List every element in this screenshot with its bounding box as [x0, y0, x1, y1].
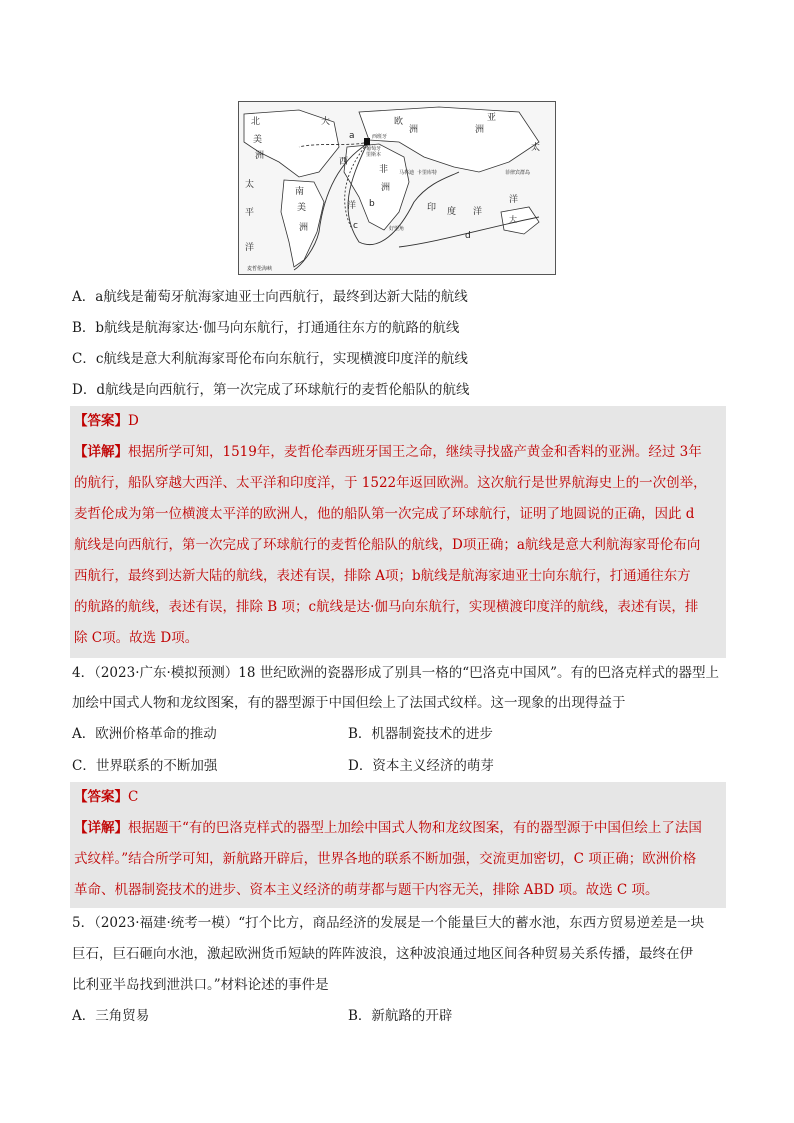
map-label-malindi: 马林迪	[399, 170, 415, 176]
map-label-africa: 非	[379, 165, 389, 175]
q3-detail-line-5: 西航行，最终到达新大陆的航线，表述有误，排除 A项；b航线是航海家迪亚士向东航行，打通通往东方	[74, 568, 691, 584]
map-label-spain: 西班牙	[372, 134, 388, 140]
map-label-america-2: 美	[297, 203, 307, 213]
q5-option-b: B．新航路的开辟	[348, 1008, 453, 1024]
q4-option-d: D．资本主义经济的萌芽	[348, 758, 494, 774]
map-label-asia: 亚	[487, 113, 497, 123]
q4-option-c: C．世界联系的不断加强	[72, 758, 218, 774]
q4-detail-tag: 【详解】	[74, 820, 128, 836]
q4-answer-value: C	[128, 789, 139, 805]
q3-detail-line-4: 航线是向西航行，第一次完成了环球航行的麦哲伦船队的航线，D项正确；a航线是意大利航海家哥伦布向	[74, 537, 701, 553]
q4-answer-tag: 【答案】	[74, 789, 128, 805]
map-label-north: 北	[251, 117, 261, 127]
route-label-b: b	[369, 199, 375, 209]
q4-stem-line-1: 4．（2023·广东·模拟预测）18 世纪欧洲的瓷器形成了别具一格的“巴洛克中国风”。有的巴洛克样式的器型上	[72, 665, 720, 681]
map-label-lisbon: 里斯本	[366, 152, 382, 158]
map-label-america: 美	[253, 135, 263, 145]
map-label-zhou-4: 洲	[299, 223, 309, 233]
q5-stem-line-2: 巨石，巨石砸向水池，激起欧洲货币短缺的阵阵波浪，这种波浪通过地区间各种贸易关系传播，最终在伊	[72, 946, 693, 962]
route-label-c: c	[353, 221, 358, 231]
q4-detail-line-3: 革命、机器制瓷技术的进步、资本主义经济的萌芽都与题干内容无关，排除 ABD 项。故选 C 项。	[74, 882, 659, 898]
map-label-tai-1: 太	[245, 180, 255, 190]
q3-detail-text-1: 根据所学可知，1519年，麦哲伦奉西班牙国王之命，继续寻找盛产黄金和香料的亚洲。经过 3年	[128, 444, 702, 460]
q3-detail-line-6: 的航路的航线，表述有误，排除 B 项；c航线是达·伽马向东航行，实现横渡印度洋的航线，表述有误，排	[74, 599, 699, 615]
q4-option-a: A．欧洲价格革命的推动	[72, 726, 217, 742]
q3-option-d: D．d航线是向西航行，第一次完成了环球航行的麦哲伦船队的航线	[72, 382, 470, 398]
map-label-da: 大	[509, 215, 517, 224]
map-label-tai-2: 太	[531, 143, 541, 153]
q4-detail-text-1: 根据题干“有的巴洛克样式的器型上加绘中国式人物和龙纹图案，有的器型源于中国但绘上了法国	[128, 820, 702, 836]
map-label-europe: 欧	[394, 117, 404, 127]
map-label-zhou-2: 洲	[409, 125, 419, 135]
q3-option-c: C．c航线是意大利航海家哥伦布向东航行，实现横渡印度洋的航线	[72, 351, 468, 367]
q3-detail-line-7: 除 C项。故选 D项。	[74, 630, 199, 646]
q4-detail-line-1	[74, 818, 702, 838]
q3-detail-tag: 【详解】	[74, 444, 128, 460]
q5-stem-line-3: 比利亚半岛找到泄洪口。”材料论述的事件是	[72, 977, 329, 993]
q5-stem-line-1: 5．（2023·福建·统考一模）“打个比方，商品经济的发展是一个能量巨大的蓄水池，东西方贸易逆差是一块	[72, 915, 705, 931]
map-label-du: 度	[447, 207, 457, 217]
q3-answer-value: D	[128, 413, 139, 429]
map-label-west: 西	[339, 157, 349, 167]
q3-option-a: A．a航线是葡萄牙航海家迪亚士向西航行，最终到达新大陆的航线	[72, 289, 468, 305]
map-label-ping-1: 平	[245, 208, 255, 218]
q4-detail-line-2: 式纹样。”结合所学可知，新航路开辟后，世界各地的联系不断加强，交流更加密切，C 项正确；欧洲价格	[74, 851, 697, 867]
q4-stem-line-2: 加绘中国式人物和龙纹图案，有的器型源于中国但绘上了法国式纹样。这一现象的出现得益于	[72, 695, 626, 711]
q3-detail-line-1	[74, 442, 702, 462]
map-label-south: 南	[295, 187, 305, 197]
map-label-yang-4: 洋	[347, 201, 357, 211]
q3-detail-line-3: 麦哲伦成为第一位横渡太平洋的欧洲人，他的船队第一次完成了环球航行，证明了地圆说的正确，因此 d	[74, 506, 695, 522]
route-map	[239, 102, 555, 274]
map-label-zhou-1: 洲	[255, 151, 265, 161]
map-label-cape: 好望角	[389, 226, 405, 232]
q5-option-a: A．三角贸易	[72, 1008, 150, 1024]
map-label-magellan-strait: 麦哲伦海峡	[247, 266, 273, 272]
map-label-india: 印	[427, 203, 437, 213]
q4-answer-block	[70, 782, 726, 908]
map-label-portugal: 葡萄牙	[366, 146, 382, 152]
map-label-yang-2: 洋	[473, 207, 483, 217]
map-label-yang-1: 洋	[245, 243, 255, 253]
map-label-big: 大	[321, 117, 331, 127]
q3-answer-block	[70, 406, 726, 658]
q3-answer-tag: 【答案】	[74, 413, 128, 429]
map-label-yang-3: 洋	[509, 195, 519, 205]
q3-detail-line-2: 的航行，船队穿越大西洋、太平洋和印度洋，于 1522年返回欧洲。这次航行是世界航海史上的一次创举，	[74, 475, 707, 491]
q3-answer-line	[74, 411, 139, 431]
map-label-zhou-5: 洲	[381, 183, 391, 193]
map-label-philippines: 菲律宾群岛	[505, 170, 531, 176]
q3-option-b: B．b航线是航海家达·伽马向东航行，打通通往东方的航路的航线	[72, 320, 460, 336]
route-label-d: d	[465, 231, 471, 241]
map-label-calicut: 卡里库特	[417, 170, 438, 176]
route-label-a: a	[349, 131, 355, 141]
map-label-zhou-3: 洲	[475, 125, 485, 135]
route-map-figure	[238, 101, 556, 275]
q4-option-b: B．机器制瓷技术的进步	[348, 726, 493, 742]
q4-answer-line	[74, 787, 138, 807]
